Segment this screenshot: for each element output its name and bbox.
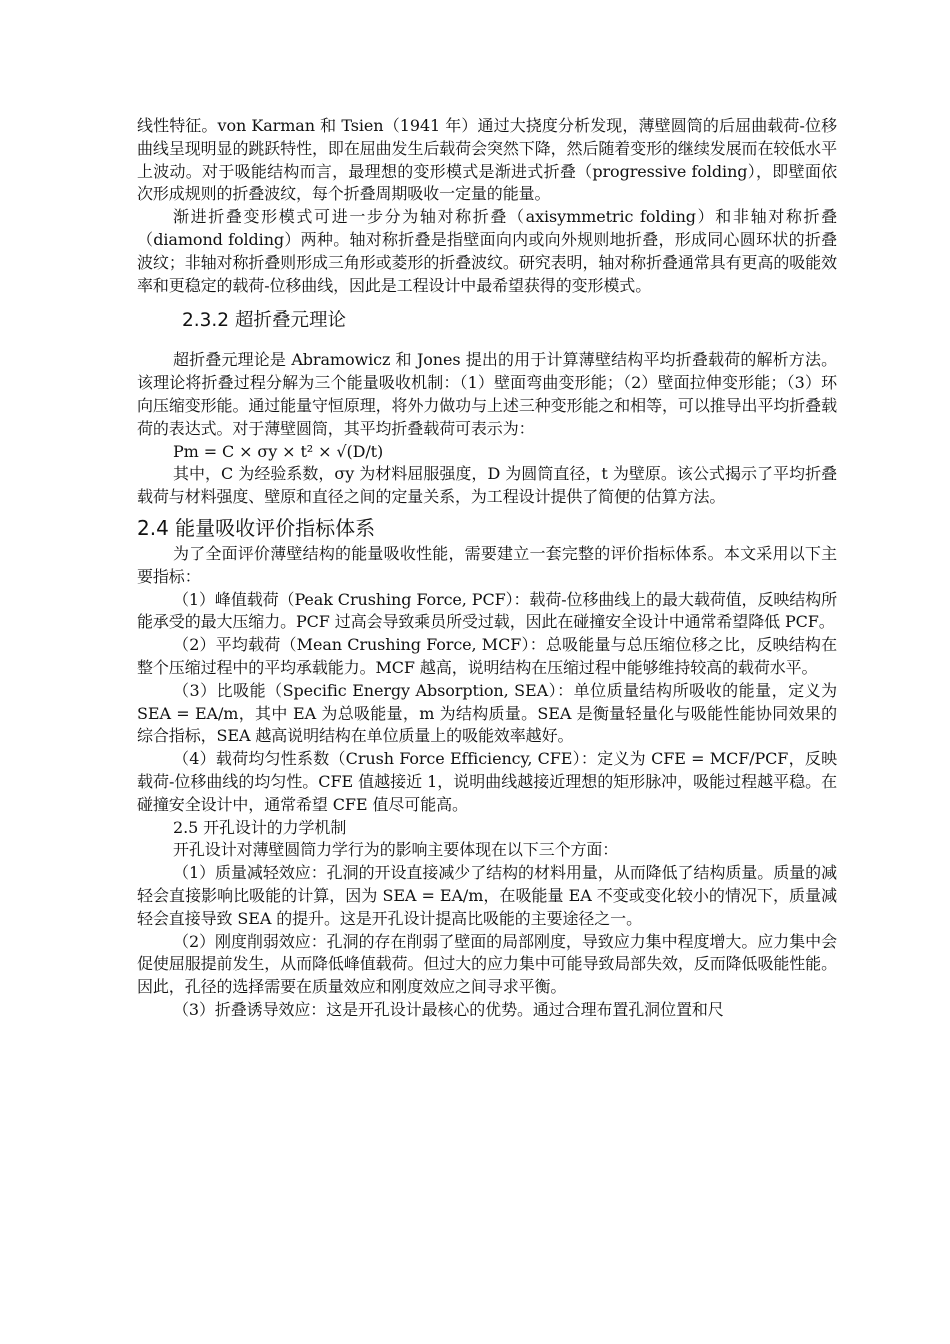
paragraph-mcf: （2）平均载荷（Mean Crushing Force, MCF）：总吸能量与总压缩位移之比，反映结构在整个压缩过程中的平均承载能力。MCF 越高，说明结构在压缩过程中能够维持较高的载荷水平。 <box>137 635 837 677</box>
heading-2-5: 2.5 开孔设计的力学机制 <box>173 817 347 837</box>
heading-2-4: 2.4 能量吸收评价指标体系 <box>137 515 376 540</box>
document-page <box>137 115 837 1022</box>
paragraph-sea: （3）比吸能（Specific Energy Absorption, SEA）：单位质量结构所吸收的能量，定义为 SEA = EA/m，其中 EA 为总吸能量，m 为结构质量。SEA 是衡量轻量化与吸能性能协同效果的综合指标，SEA 越高说明结构在单位质量上的吸能效率越好。 <box>137 680 837 746</box>
paragraph-hole-design-intro: 开孔设计对薄壁圆筒力学行为的影响主要体现在以下三个方面： <box>173 840 619 860</box>
heading-2-3-2: 2.3.2 超折叠元理论 <box>182 310 346 332</box>
paragraph-mass-reduction: （1）质量减轻效应：孔洞的开设直接减少了结构的材料用量，从而降低了结构质量。质量的减轻会直接影响比吸能的计算，因为 SEA = EA/m，在吸能量 EA 不变或变化较小的情况下，质量减轻会直接导致 SEA 的提升。这是开孔设计提高比吸能的主要途径之一。 <box>137 863 837 928</box>
paragraph-evaluation-intro: 为了全面评价薄壁结构的能量吸收性能，需要建立一套完整的评价指标体系。本文采用以下主要指标： <box>137 543 837 586</box>
paragraph-von-karman: 线性特征。von Karman 和 Tsien（1941 年）通过大挠度分析发现，薄壁圆筒的后屈曲载荷-位移曲线呈现明显的跳跃特性，即在屈曲发生后载荷会突然下降，然后随着变形的继续发展而在较低水平上波动。对于吸能结构而言，最理想的变形模式是渐进式折叠（progressive folding），即壁面依次形成规则的折叠波纹，每个折叠周期吸收一定量的能量。 <box>137 116 837 204</box>
paragraph-pcf: （1）峰值载荷（Peak Crushing Force, PCF）：载荷-位移曲线上的最大载荷值，反映结构所能承受的最大压缩力。PCF 过高会导致乘员所受过载，因此在碰撞安全设计中通常希望降低 PCF。 <box>137 589 837 632</box>
paragraph-stiffness-weakening: （2）刚度削弱效应：孔洞的存在削弱了壁面的局部刚度，导致应力集中程度增大。应力集中会促使屈服提前发生，从而降低峰值载荷。但过大的应力集中可能导致局部失效，反而降低吸能性能。因此，孔径的选择需要在质量效应和刚度效应之间寻求平衡。 <box>137 931 837 997</box>
formula-mean-force: Pm = C × σy × t² × √(D/t) <box>173 441 384 461</box>
paragraph-superfolding-theory: 超折叠元理论是 Abramowicz 和 Jones 提出的用于计算薄壁结构平均折叠载荷的解析方法。该理论将折叠过程分解为三个能量吸收机制：（1）壁面弯曲变形能；（2）壁面拉伸变形能；（3）环向压缩变形能。通过能量守恒原理，将外力做功与上述三种变形能之和相等，可以推导出平均折叠载荷的表达式。对于薄壁圆筒，其平均折叠载荷可表示为： <box>137 350 837 438</box>
paragraph-folding-induction: （3）折叠诱导效应：这是开孔设计最核心的优势。通过合理布置孔洞位置和尺 <box>173 999 724 1019</box>
paragraph-progressive-folding-modes: 渐进折叠变形模式可进一步分为轴对称折叠（axisymmetric folding）和非轴对称折叠（diamond folding）两种。轴对称折叠是指壁面向内或向外规则地折叠，形成同心圆环状的折叠波纹；非轴对称折叠则形成三角形或菱形的折叠波纹。研究表明，轴对称折叠通常具有更高的吸能效率和更稳定的载荷-位移曲线，因此是工程设计中最希望获得的变形模式。 <box>137 207 837 295</box>
paragraph-formula-explanation: 其中，C 为经验系数，σy 为材料屈服强度，D 为圆筒直径，t 为壁原。该公式揭示了平均折叠载荷与材料强度、壁原和直径之间的定量关系，为工程设计提供了简便的估算方法。 <box>137 464 837 507</box>
paragraph-cfe: （4）载荷均匀性系数（Crush Force Efficiency, CFE）：定义为 CFE = MCF/PCF，反映载荷-位移曲线的均匀性。CFE 值越接近 1，说明曲线越接近理想的矩形脉冲，吸能过程越平稳。在碰撞安全设计中，通常希望 CFE 值尽可能高。 <box>137 749 837 814</box>
